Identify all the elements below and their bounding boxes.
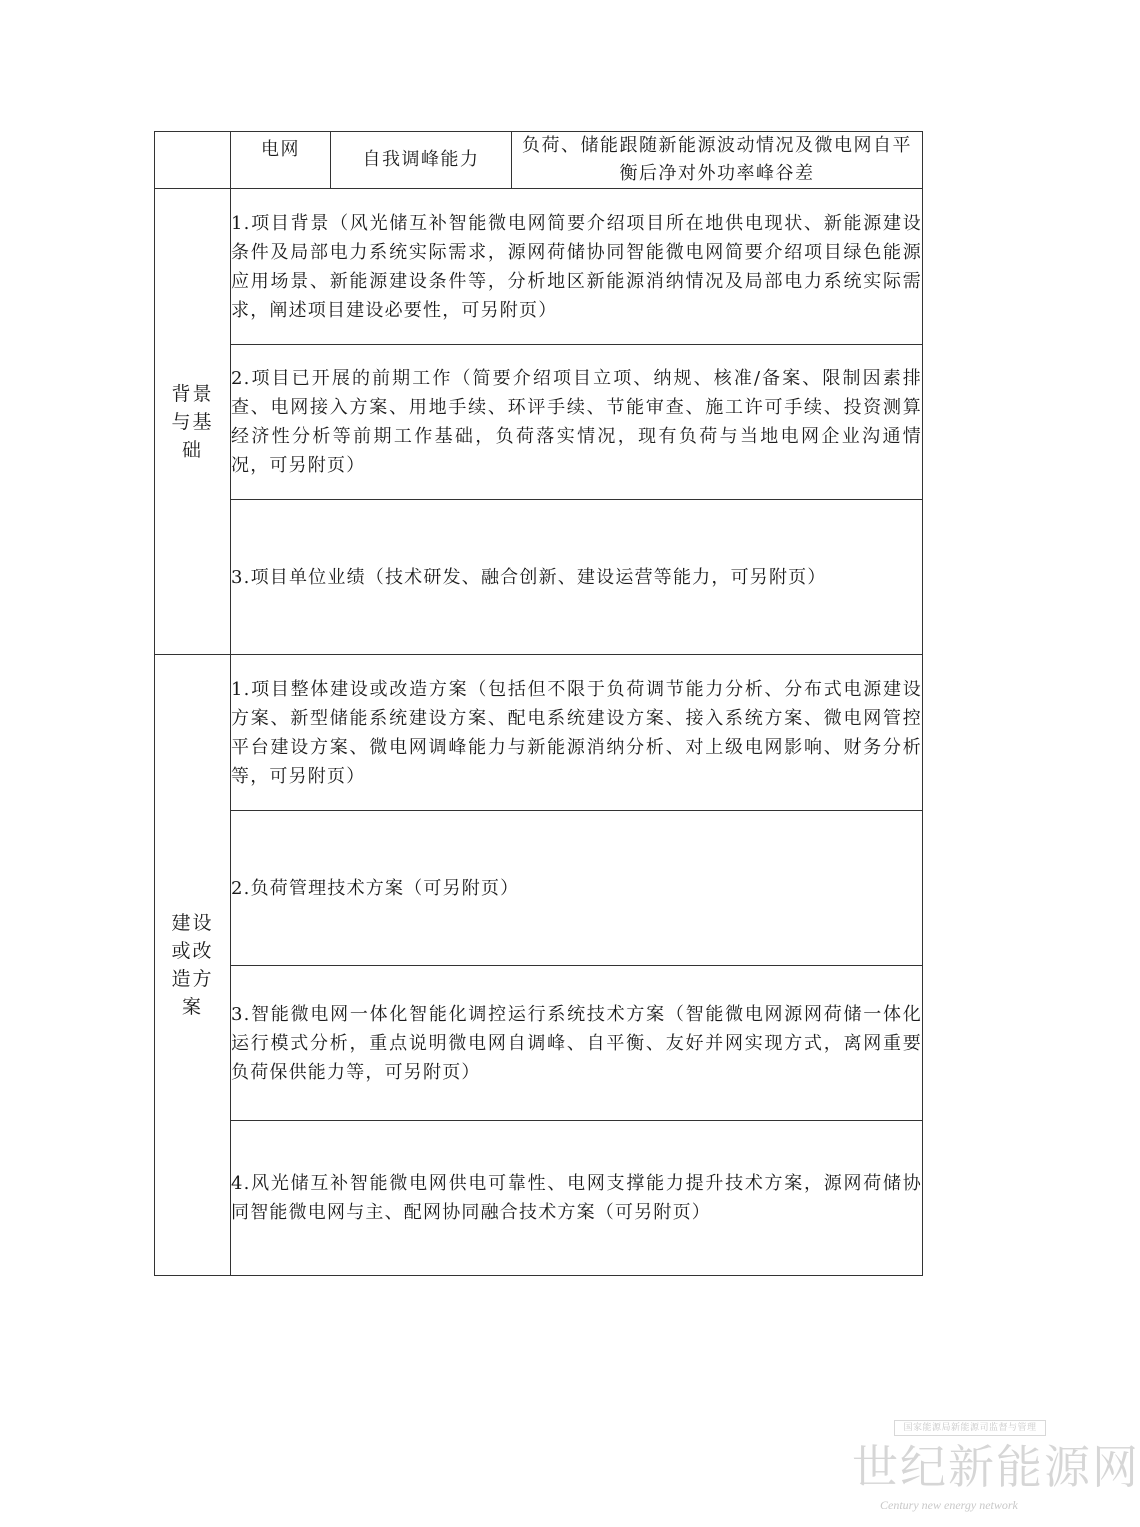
- cell-text: 负荷、储能跟随新能源波动情况及微电网自平衡后净对外功率峰谷差: [522, 135, 912, 184]
- label-line: 础: [181, 438, 203, 461]
- capacity-cell: [331, 132, 512, 189]
- label-line: 或改: [171, 940, 214, 962]
- content-cell[interactable]: [231, 966, 923, 1121]
- table-row: [155, 132, 923, 189]
- table-row: [155, 811, 923, 966]
- section-label-construction: [155, 655, 231, 1276]
- label-line: 案: [181, 996, 203, 1018]
- item-text: 1.项目整体建设或改造方案（包括但不限于负荷调节能力分析、分布式电源建设方案、新型储能系统建设方案、配电系统建设方案、接入系统方案、微电网管控平台建设方案、微电网调峰能力与新能源消纳分析、对上级电网影响、财务分析等，可另附页）: [231, 678, 922, 787]
- watermark-logo-text: 世纪新能源网: [852, 1440, 1140, 1494]
- cell-text: 电网: [261, 139, 300, 160]
- table-row: [155, 966, 923, 1121]
- table-row: [155, 655, 923, 811]
- section-label-background: [155, 189, 231, 655]
- content-cell[interactable]: [231, 1121, 923, 1276]
- watermark-top-text: 国家能源局新能源司监督与管理: [894, 1420, 1046, 1436]
- label-line: 造方: [171, 968, 214, 990]
- watermark: [852, 1420, 1140, 1520]
- table-row: [155, 345, 923, 500]
- table-row: [155, 189, 923, 345]
- label-line: 建设: [171, 912, 214, 934]
- blank-cell: [155, 132, 231, 189]
- table-row: [155, 1121, 923, 1276]
- item-text: 3.智能微电网一体化智能化调控运行系统技术方案（智能微电网源网荷储一体化运行模式分析，重点说明微电网自调峰、自平衡、友好并网实现方式，离网重要负荷保供能力等，可另附页）: [231, 1003, 922, 1083]
- application-form-table: [154, 131, 923, 1276]
- content-cell[interactable]: [231, 500, 923, 655]
- item-text: 2.负荷管理技术方案（可另附页）: [231, 877, 520, 899]
- watermark-subtitle: Century new energy network: [880, 1498, 1018, 1512]
- description-cell: [512, 132, 923, 189]
- content-cell[interactable]: [231, 655, 923, 811]
- grid-cell: [231, 132, 331, 189]
- item-text: 3.项目单位业绩（技术研发、融合创新、建设运营等能力，可另附页）: [231, 566, 827, 588]
- table-row: [155, 500, 923, 655]
- item-text: 1.项目背景（风光储互补智能微电网简要介绍项目所在地供电现状、新能源建设条件及局部电力系统实际需求，源网荷储协同智能微电网简要介绍项目绿色能源应用场景、新能源建设条件等，分析地区新能源消纳情况及局部电力系统实际需求，阐述项目建设必要性，可另附页）: [231, 212, 922, 321]
- content-cell[interactable]: [231, 811, 923, 966]
- label-line: 背景: [171, 382, 214, 405]
- content-cell[interactable]: [231, 345, 923, 500]
- item-text: 2.项目已开展的前期工作（简要介绍项目立项、纳规、核准/备案、限制因素排查、电网接入方案、用地手续、环评手续、节能审查、施工许可手续、投资测算经济性分析等前期工作基础，负荷落实情况，现有负荷与当地电网企业沟通情况，可另附页）: [231, 368, 922, 476]
- content-cell[interactable]: [231, 189, 923, 345]
- item-text: 4.风光储互补智能微电网供电可靠性、电网支撑能力提升技术方案，源网荷储协同智能微电网与主、配网协同融合技术方案（可另附页）: [231, 1173, 922, 1223]
- cell-text: 自我调峰能力: [362, 149, 480, 170]
- label-line: 与基: [171, 410, 214, 433]
